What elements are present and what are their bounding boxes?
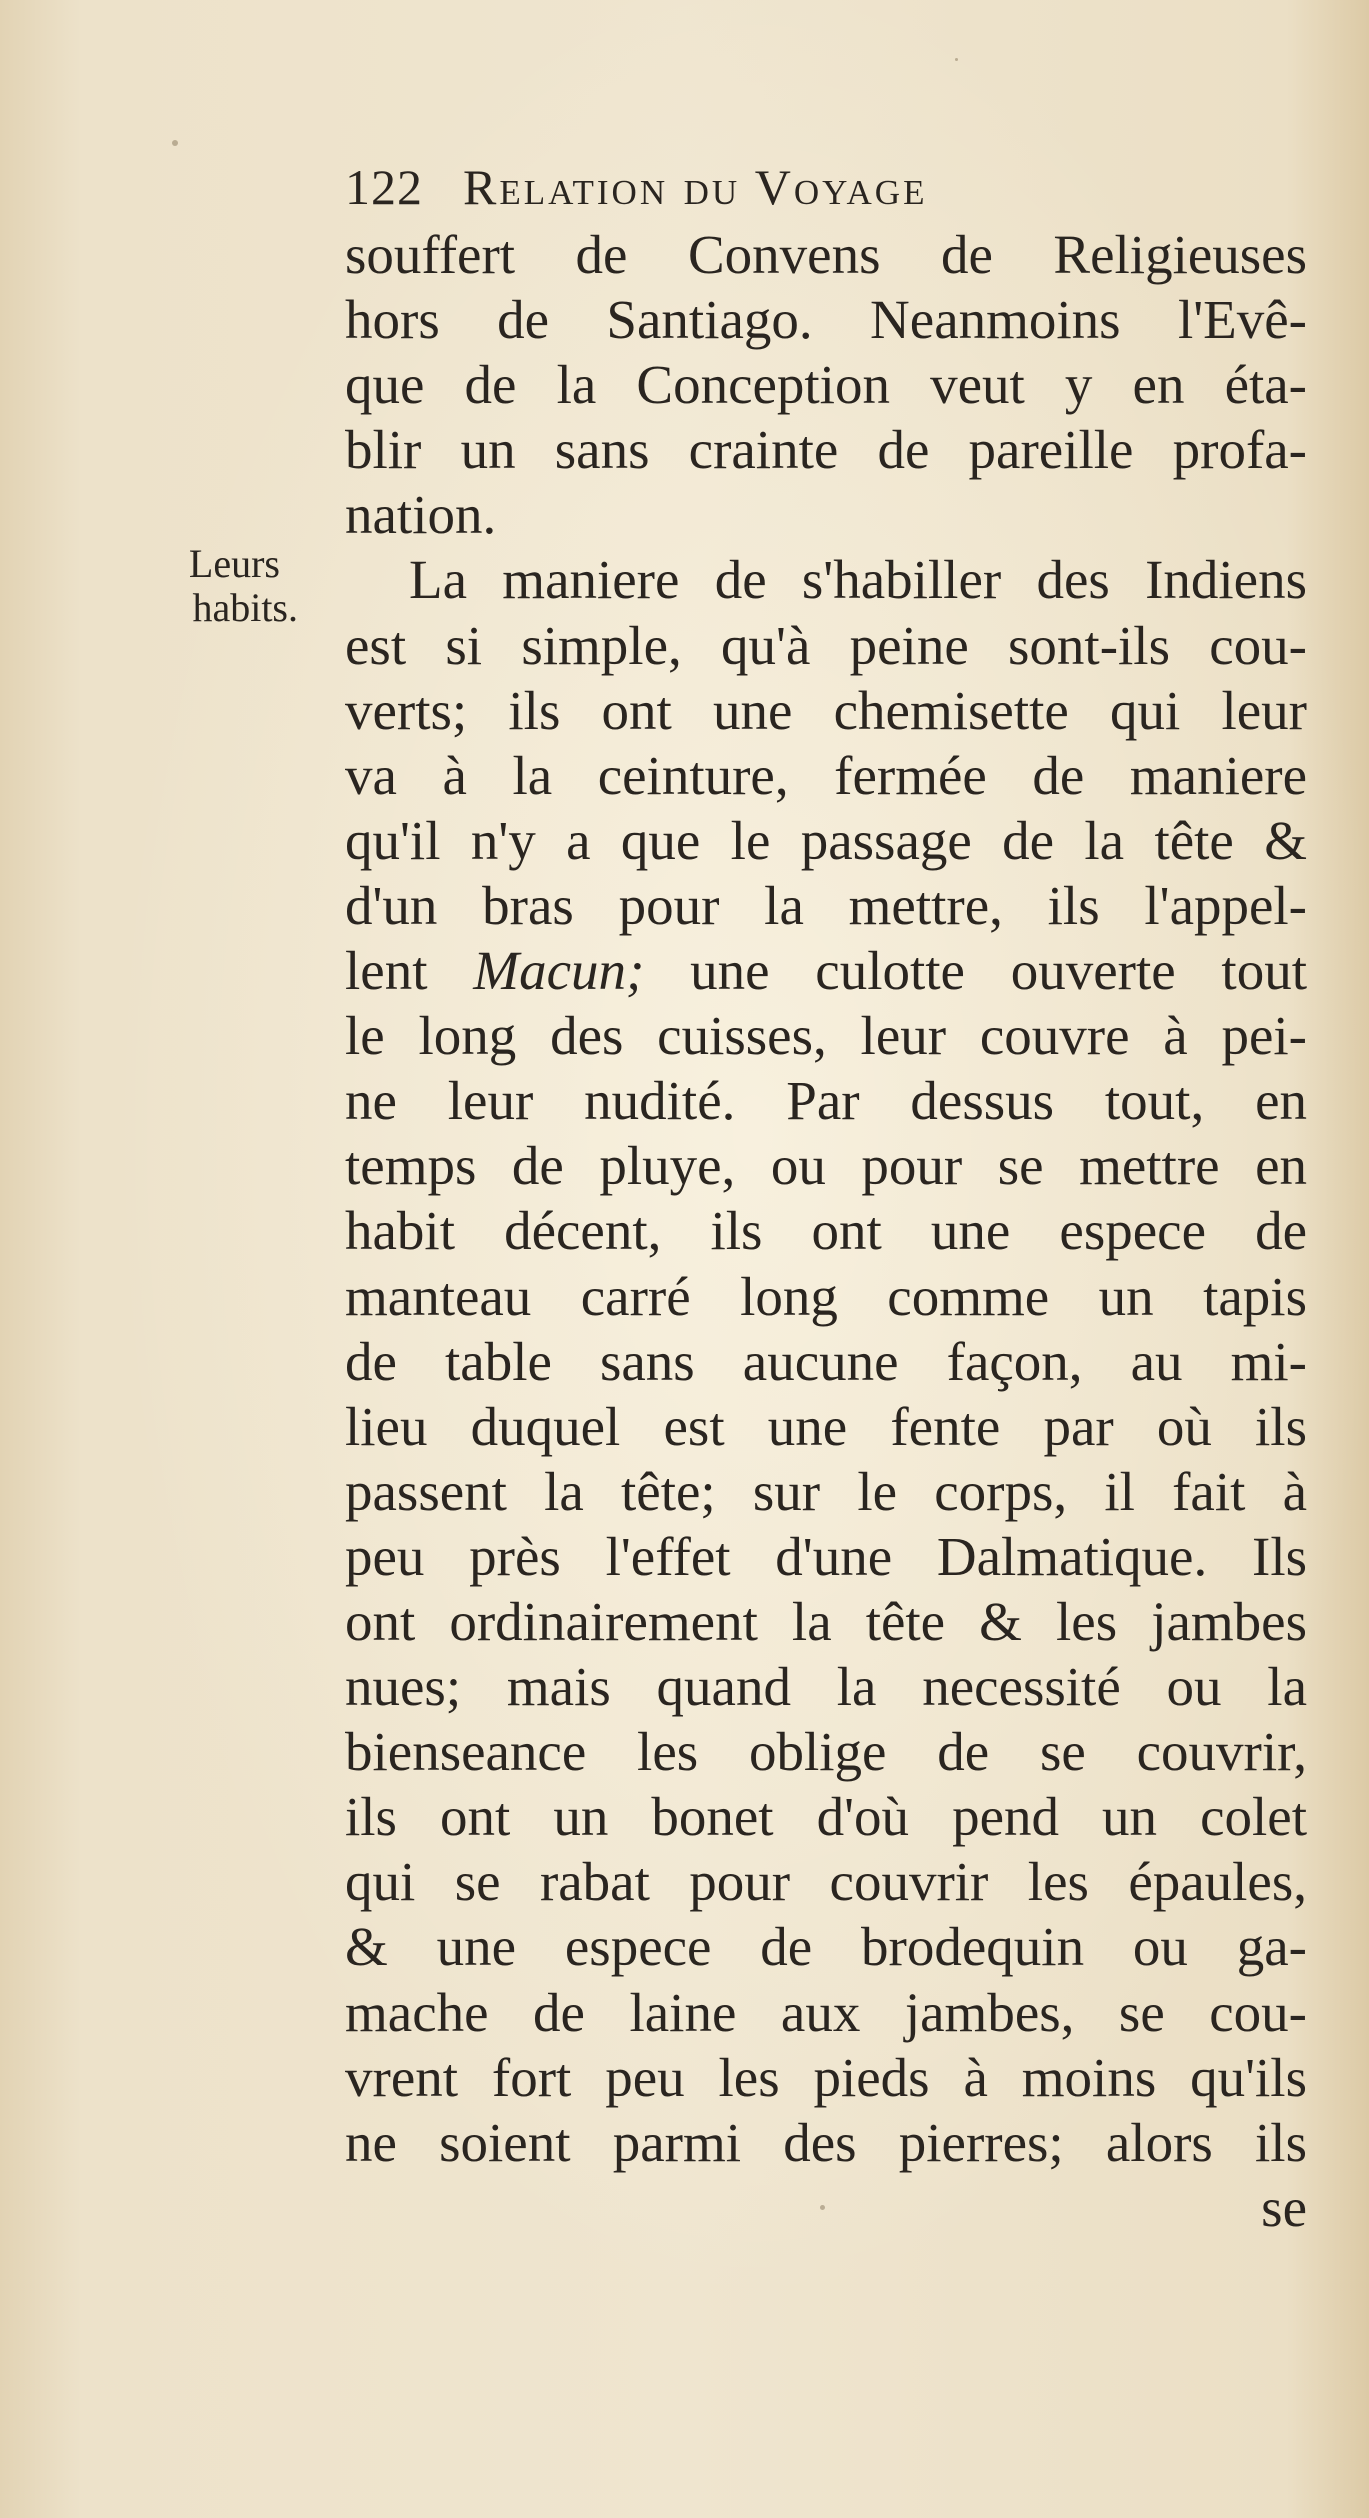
paper-speck — [172, 140, 178, 146]
body-text — [345, 222, 1307, 2240]
text-line: hors de Santiago. Neanmoins l'Evê- — [345, 289, 1307, 351]
running-title: Relation du Voyage — [463, 159, 928, 215]
text-line: lieu duquel est une fente par où ils — [345, 1395, 1307, 1457]
text-line: bienseance les oblige de se couvrir, — [345, 1721, 1307, 1783]
text-line: le long des cuisses, leur couvre à pei- — [345, 1005, 1307, 1067]
text-fragment: une culotte ouverte tout — [690, 940, 1307, 1002]
text-line: verts; ils ont une chemisette qui leur — [345, 679, 1307, 741]
text-line: ne leur nudité. Par dessus tout, en — [345, 1070, 1307, 1132]
running-header — [345, 158, 927, 216]
text-line: que de la Conception veut y en éta- — [345, 354, 1307, 416]
text-line: qu'il n'y a que le passage de la tête & — [345, 809, 1307, 871]
text-line: nation. — [345, 484, 497, 546]
text-line: nues; mais quand la necessité ou la — [345, 1656, 1307, 1718]
text-line: d'un bras pour la mettre, ils l'appel- — [345, 874, 1307, 936]
catchword: se — [1261, 2176, 1307, 2238]
text-fragment: lent — [345, 940, 428, 1002]
text-line: habit décent, ils ont une espece de — [345, 1200, 1307, 1262]
italic-term: Macun; — [473, 940, 645, 1002]
text-line — [345, 938, 1307, 1003]
text-line: passent la tête; sur le corps, il fait à — [345, 1460, 1307, 1522]
text-line: ils ont un bonet d'où pend un colet — [345, 1786, 1307, 1848]
marginal-note-line: habits. — [192, 585, 298, 630]
text-line: va à la ceinture, fermée de maniere — [345, 744, 1307, 806]
text-line: blir un sans crainte de pareille profa- — [345, 419, 1307, 481]
marginal-note-line: Leurs — [188, 541, 280, 586]
text-line: mache de laine aux jambes, se cou- — [345, 1981, 1307, 2043]
text-line: qui se rabat pour couvrir les épaules, — [345, 1851, 1307, 1913]
marginal-note — [138, 542, 298, 630]
text-line: ont ordinairement la tête & les jambes — [345, 1590, 1307, 1652]
text-line: La maniere de s'habiller des Indiens — [409, 549, 1307, 611]
paper-speck — [955, 58, 958, 61]
text-line: peu près l'effet d'une Dalmatique. Ils — [345, 1525, 1307, 1587]
text-line: de table sans aucune façon, au mi- — [345, 1330, 1307, 1392]
page-number: 122 — [345, 159, 423, 215]
text-line: temps de pluye, ou pour se mettre en — [345, 1135, 1307, 1197]
text-line: est si simple, qu'à peine sont-ils cou- — [345, 614, 1307, 676]
text-line: ne soient parmi des pierres; alors ils — [345, 2111, 1307, 2173]
text-line: & une espece de brodequin ou ga- — [345, 1916, 1307, 1978]
text-line: manteau carré long comme un tapis — [345, 1265, 1307, 1327]
text-line: vrent fort peu les pieds à moins qu'ils — [345, 2046, 1307, 2108]
text-line: souffert de Convens de Religieuses — [345, 224, 1307, 285]
